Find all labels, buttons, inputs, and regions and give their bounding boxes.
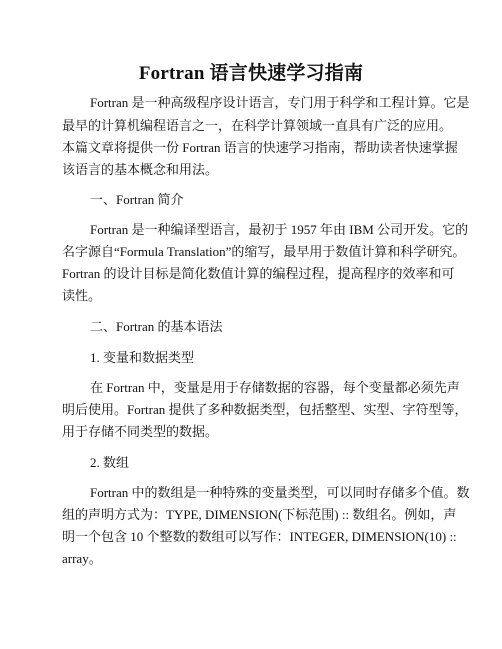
body-line: 最早的计算机编程语言之一，在科学计算领域一直具有广泛的应用。 bbox=[62, 118, 453, 133]
section-heading: 一、Fortran 简介 bbox=[90, 192, 184, 207]
subsection-heading: 2. 数组 bbox=[90, 455, 130, 470]
page-title: Fortran 语言快速学习指南 bbox=[138, 63, 364, 84]
body-line: 本篇文章将提供一份 Fortran 语言的快速学习指南，帮助读者快速掌握 bbox=[62, 140, 458, 155]
body-line: Fortran 中的数组是一种特殊的变量类型，可以同时存储多个值。数 bbox=[90, 485, 470, 500]
section-heading: 二、Fortran 的基本语法 bbox=[90, 319, 223, 334]
body-line: 名字源自“Formula Translation”的缩写，最早用于数值计算和科学研究。 bbox=[62, 244, 466, 259]
body-line: array。 bbox=[62, 551, 102, 566]
body-line: 在 Fortran 中，变量是用于存储数据的容器，每个变量都必须先声 bbox=[90, 380, 460, 395]
body-line: 组的声明方式为：TYPE, DIMENSION(下标范围) :: 数组名。例如，声 bbox=[62, 507, 457, 522]
body-line: 用于存储不同类型的数据。 bbox=[62, 424, 219, 439]
body-line: 读性。 bbox=[62, 288, 102, 303]
body-line: 明一个包含 10 个整数的数组可以写作：INTEGER, DIMENSION(10) :: bbox=[62, 529, 457, 544]
body-line: 明后使用。Fortran 提供了多种数据类型，包括整型、实型、字符型等， bbox=[62, 402, 468, 417]
body-line: Fortran 的设计目标是简化数值计算的编程过程，提高程序的效率和可 bbox=[62, 266, 455, 281]
body-line: Fortran 是一种编译型语言，最初于 1957 年由 IBM 公司开发。它的 bbox=[90, 222, 469, 237]
body-line: 该语言的基本概念和用法。 bbox=[62, 162, 219, 177]
body-line: Fortran 是一种高级程序设计语言，专门用于科学和工程计算。它是 bbox=[90, 95, 470, 110]
subsection-heading: 1. 变量和数据类型 bbox=[90, 350, 195, 365]
